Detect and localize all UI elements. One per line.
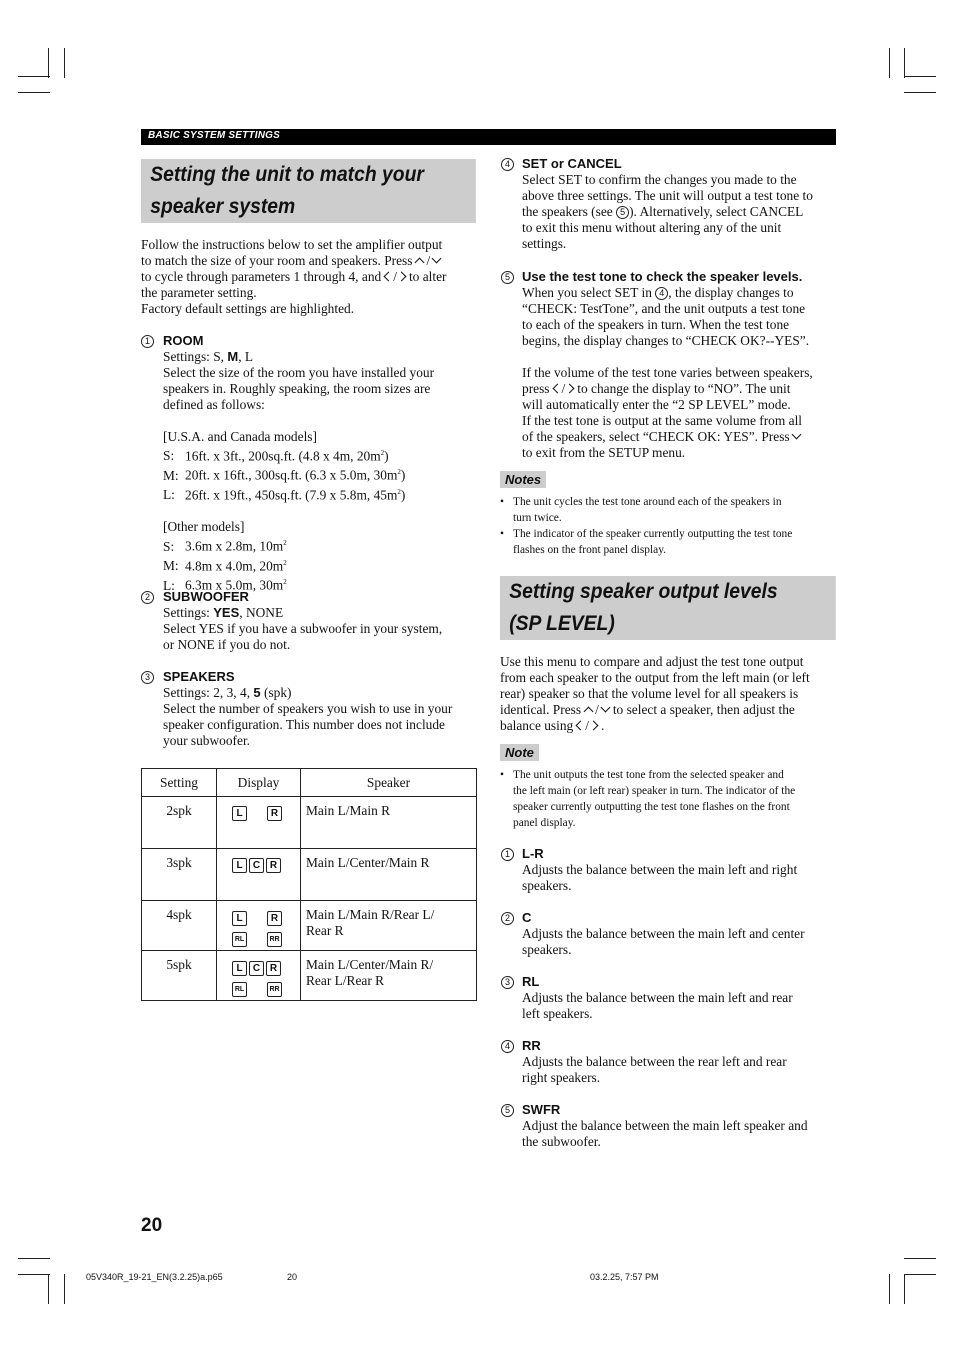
section-label: BASIC SYSTEM SETTINGS [148,130,280,141]
crop-mark [889,1274,890,1304]
table-cell: 2spk [142,797,217,849]
crop-mark [48,48,49,78]
lr-item: L-R Adjusts the balance between the main left and right speakers. [522,846,842,894]
item-heading: Use the test tone to check the speaker levels. [522,269,803,284]
table-cell: 3spk [142,849,217,901]
c-item: C Adjusts the balance between the main left and center speakers. [522,910,842,958]
table-cell: Main L/Main R/Rear L/ Rear R [301,901,477,951]
section-title-line: Setting speaker output levels [509,580,778,603]
speaker-indicator: L [232,858,247,873]
table-header-row [142,769,477,797]
intro-paragraph: Follow the instructions below to set the amplifier output to match the size of your room and speakers. Press / to cycle through parameters 1 through 4, and / to alter the parameter setting. Factory default settings are highlighted. [141,237,447,316]
left-arrow-icon [552,384,562,394]
table-cell: Main L/Center/Main R/ Rear L/Rear R [301,951,477,1001]
notes-list [500,494,840,558]
crop-mark [904,1274,905,1304]
crop-mark [64,1274,65,1304]
speakers-item: SPEAKERS Settings: 2, 3, 4, 5 (spk) Select the number of speakers you wish to use in your speaker configuration. This number does not include your subwoofer. [163,669,488,749]
crop-mark [18,1258,50,1259]
speaker-indicator: R [267,911,282,926]
display-cell [217,901,301,951]
step-number: 3 [501,976,514,989]
speaker-indicator: R [267,806,282,821]
item-heading: ROOM [163,333,204,348]
crop-mark [48,1274,49,1304]
page-number: 20 [141,1215,163,1236]
step-number: 5 [501,271,514,284]
speaker-indicator: R [266,961,281,976]
table-cell: Main L/Center/Main R [301,849,477,901]
section-title-line: (SP LEVEL) [509,612,615,635]
crop-mark [904,1258,936,1259]
notes-label: Notes [500,471,546,488]
section-title-line: Setting the unit to match your [150,163,424,186]
crop-mark [18,76,50,77]
list-item: • The unit cycles the test tone around each of the speakers in turn twice. [500,496,782,524]
item-heading: SWFR [522,1102,561,1117]
rl-item: RL Adjusts the balance between the main left and rear left speakers. [522,974,842,1022]
crop-mark [18,1274,50,1275]
speaker-indicator: L [232,911,247,926]
step-ref: 5 [616,206,629,219]
step-number: 4 [501,1040,514,1053]
table-cell: 5spk [142,951,217,1001]
speaker-indicator: RL [232,932,247,947]
up-arrow-icon [584,707,594,717]
speaker-indicator: C [249,858,264,873]
table-header: Speaker [301,769,477,797]
footer-date: 03.2.25, 7:57 PM [590,1272,659,1282]
speaker-indicator: RR [267,932,282,947]
table-cell: 4spk [142,901,217,951]
section-title [500,576,836,640]
right-arrow-icon [565,384,575,394]
note-label: Note [500,744,539,761]
speaker-config-table [141,768,477,1001]
step-number: 2 [141,591,154,604]
down-arrow-icon [791,430,801,440]
crop-mark [904,1274,936,1275]
step-number: 4 [501,158,514,171]
table-row [142,951,477,1001]
crop-mark [904,76,936,77]
speaker-indicator: L [232,961,247,976]
item-heading: SET or CANCEL [522,156,622,171]
note-list [500,767,840,831]
table-row [142,797,477,849]
item-heading: C [522,910,532,925]
section-header-bar [141,129,836,145]
step-number: 5 [501,1104,514,1117]
item-heading: SPEAKERS [163,669,235,684]
list-item: • The indicator of the speaker currently outputting the test tone flashes on the front panel display. [500,528,793,556]
step-ref: 4 [655,287,668,300]
up-arrow-icon [415,258,425,268]
table-cell: Main L/Main R [301,797,477,849]
speaker-indicator: L [232,806,247,821]
crop-mark [64,48,65,78]
speaker-indicator: C [249,961,264,976]
table-row [142,849,477,901]
item-heading: RR [522,1038,541,1053]
down-arrow-icon [600,703,610,713]
default-setting: M [227,349,239,364]
right-arrow-icon [397,272,407,282]
table-header: Setting [142,769,217,797]
speaker-indicator: RR [267,982,282,997]
swfr-item: SWFR Adjust the balance between the main left speaker and the subwoofer. [522,1102,842,1150]
item-heading: SUBWOOFER [163,589,249,604]
step-number: 3 [141,671,154,684]
step-number: 1 [501,848,514,861]
crop-mark [18,92,50,93]
step-number: 1 [141,335,154,348]
default-setting: 5 [253,685,261,700]
crop-mark [904,48,905,78]
rr-item: RR Adjusts the balance between the rear left and rear right speakers. [522,1038,842,1086]
table-row [142,901,477,951]
room-item: ROOM Settings: S, M, L Select the size of the room you have installed your speakers in. Roughly speaking, the room sizes are defined as follows: [U.S.A. and Canada models] S: 16ft. x 3ft., 200sq.ft. (4.8 x 4m, $20m^2$) M: 20ft. x 16ft., 300sq.ft. (6.3 x 5.0m, $30m^2$) L: 26ft. x 19ft., 450sq.ft. (7.9 x 5.8m, $45m^2$) [Other models] S: 3.6m x 2.8m, $10m^2$ M: 4.8m x 4.0m, $20m^2$ L: 6.3m x 5.0m, $30m^2$ [163,333,488,594]
sp-level-intro: Use this menu to compare and adjust the test tone output from each speaker to the output from the left main (or left rear) speaker so that the volume level for all speakers is identical. Press / to select a speaker, then adjust the balance using / . [500,654,810,733]
set-cancel-item: SET or CANCEL Select SET to confirm the changes you made to the above three settings. The unit will output a test tone to the speakers (see 5 ). Alternatively, select CANCEL to exit this menu without altering any of the unit settings. [522,156,842,252]
subwoofer-item: SUBWOOFER Settings: YES, NONE Select YES if you have a subwoofer in your system, or NONE if you do not. [163,589,488,653]
display-cell [217,849,301,901]
speaker-indicator: RL [232,982,247,997]
table-header: Display [217,769,301,797]
display-cell [217,951,301,1001]
section-title [141,159,476,223]
test-tone-item: Use the test tone to check the speaker levels. When you select SET in 4 , the display changes to “CHECK: TestTone”, and the unit outputs a test tone to each of the speakers in turn. When the test tone begins, the display changes to “CHECK OK?--YES”. If the volume of the test tone varies between speakers, press / to change the display to “NO”. The unit will automatically enter the “2 SP LEVEL” mode. If the test tone is output at the same volume from all of the speakers, select “CHECK OK: YES”. Press to exit from the SETUP menu. [522,269,842,461]
footer-page: 20 [287,1272,298,1282]
down-arrow-icon [432,254,442,264]
item-heading: L-R [522,846,544,861]
display-cell [217,797,301,849]
default-setting: YES [213,605,240,620]
item-heading: RL [522,974,540,989]
section-title-line: speaker system [150,195,296,218]
list-item: • The unit outputs the test tone from the selected speaker and the left main (or left rear) speaker in turn. The indicator of the speaker currently outputting the test tone flashes on the front panel display. [500,769,796,829]
step-number: 2 [501,912,514,925]
crop-mark [889,48,890,78]
crop-mark [904,92,936,93]
right-arrow-icon [589,721,599,731]
speaker-indicator: R [266,858,281,873]
footer-filename: 05V340R_19-21_EN(3.2.25)a.p65 [86,1272,223,1282]
